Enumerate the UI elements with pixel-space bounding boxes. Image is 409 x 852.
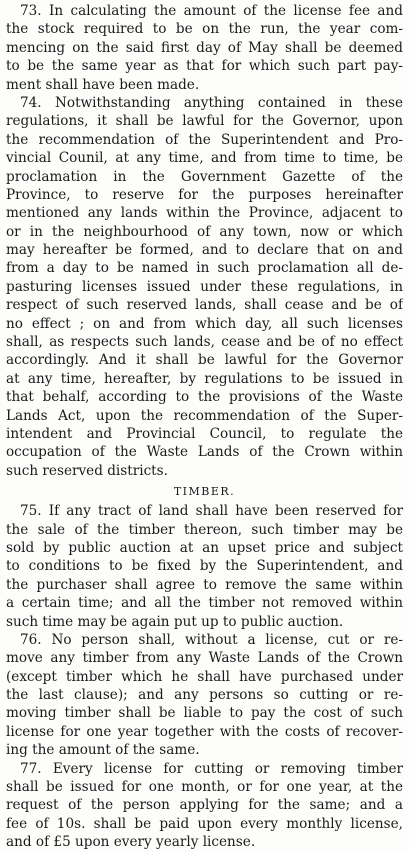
paragraph-75 <box>6 502 403 631</box>
text-line: or in the neighbourhood of any town, now or which <box>6 223 403 240</box>
paragraph-77 <box>6 760 403 852</box>
text-line: the stock required to be on the run, the year com- <box>6 21 403 38</box>
text-line: pasturing licenses issued under these regulations, in <box>6 278 403 295</box>
text-line: moving timber shall be liable to pay the cost of such <box>6 705 403 722</box>
text-line: such reserved districts. <box>6 462 168 479</box>
text-line: move any timber from any Waste Lands of the Crown <box>6 650 403 667</box>
text-line: intendent and Provincial Council, to regulate the <box>6 425 403 442</box>
text-line: to be the same year as that for which such part pay- <box>6 58 403 75</box>
text-line: the last clause); and any persons so cutting or re- <box>6 687 403 704</box>
text-line: that behalf, according to the provisions of the Waste <box>6 389 403 406</box>
text-line: shall be issued for one month, or for one year, at the <box>6 779 403 796</box>
text-line: Lands Act, upon the recommendation of the Super- <box>6 407 403 424</box>
text-line: 74. Notwithstanding anything contained in these <box>20 94 403 111</box>
text-line: mentioned any lands within the Province, adjacent to <box>6 205 403 222</box>
text-line: may hereafter be formed, and to declare that on and <box>6 242 403 259</box>
text-line: the sale of the timber thereon, such timber may be <box>6 521 403 538</box>
paragraph-76 <box>6 631 403 760</box>
text-line: license for one year together with the costs of recover- <box>6 723 403 740</box>
text-line: a certain time; and all the timber not removed within <box>6 595 403 612</box>
text-line: 77. Every license for cutting or removing timber <box>20 760 403 777</box>
text-line: occupation of the Waste Lands of the Crown within <box>6 444 403 461</box>
text-line: fee of 10s. shall be paid upon every monthly license, <box>6 815 403 832</box>
text-line: the purchaser shall agree to remove the same within <box>6 576 403 593</box>
paragraph-73 <box>6 2 403 94</box>
text-line: mencing on the said first day of May shall be deemed <box>6 39 403 56</box>
text-line: accordingly. And it shall be lawful for the Governor <box>6 352 403 369</box>
text-line: to conditions to be fixed by the Superintendent, and <box>6 558 403 575</box>
text-line: respect of such reserved lands, shall cease and be of <box>6 297 403 314</box>
text-line: and of £5 upon every yearly license. <box>6 834 256 851</box>
paragraph-74 <box>6 94 403 480</box>
text-line: Province, to reserve for the purposes hereinafter <box>6 186 403 203</box>
text-line: regulations, it shall be lawful for the Governor, upon <box>6 113 403 130</box>
text-line: from a day to be named in such proclamation all de- <box>6 260 403 277</box>
text-line: such time may be again put up to public auction. <box>6 613 344 630</box>
text-line: 73. In calculating the amount of the license fee and <box>20 3 403 19</box>
text-line: at any time, hereafter, by regulations to be issued in <box>6 370 403 387</box>
text-line: (except timber which he shall have purchased under <box>6 668 403 685</box>
text-line: no effect ; on and from which day, all such licenses <box>6 315 403 332</box>
text-line: shall, as respects such lands, cease and be of no effect <box>6 334 403 351</box>
text-line: proclamation in the Government Gazette of the <box>6 168 403 185</box>
text-line: the recommendation of the Superintendent and Pro- <box>6 131 403 148</box>
text-line: ment shall have been made. <box>6 76 200 93</box>
text-line: sold by public auction at an upset price and subject <box>6 539 403 556</box>
text-line: 75. If any tract of land shall have been reserved for <box>20 503 403 520</box>
text-line: vincial Counil, at any time, and from time to time, be <box>6 150 403 167</box>
text-line: ing the amount of the same. <box>6 742 200 759</box>
text-line: 76. No person shall, without a license, cut or re- <box>20 631 403 648</box>
text-line: request of the person applying for the same; and a <box>6 797 403 814</box>
section-heading-timber: TIMBER. <box>173 485 236 499</box>
